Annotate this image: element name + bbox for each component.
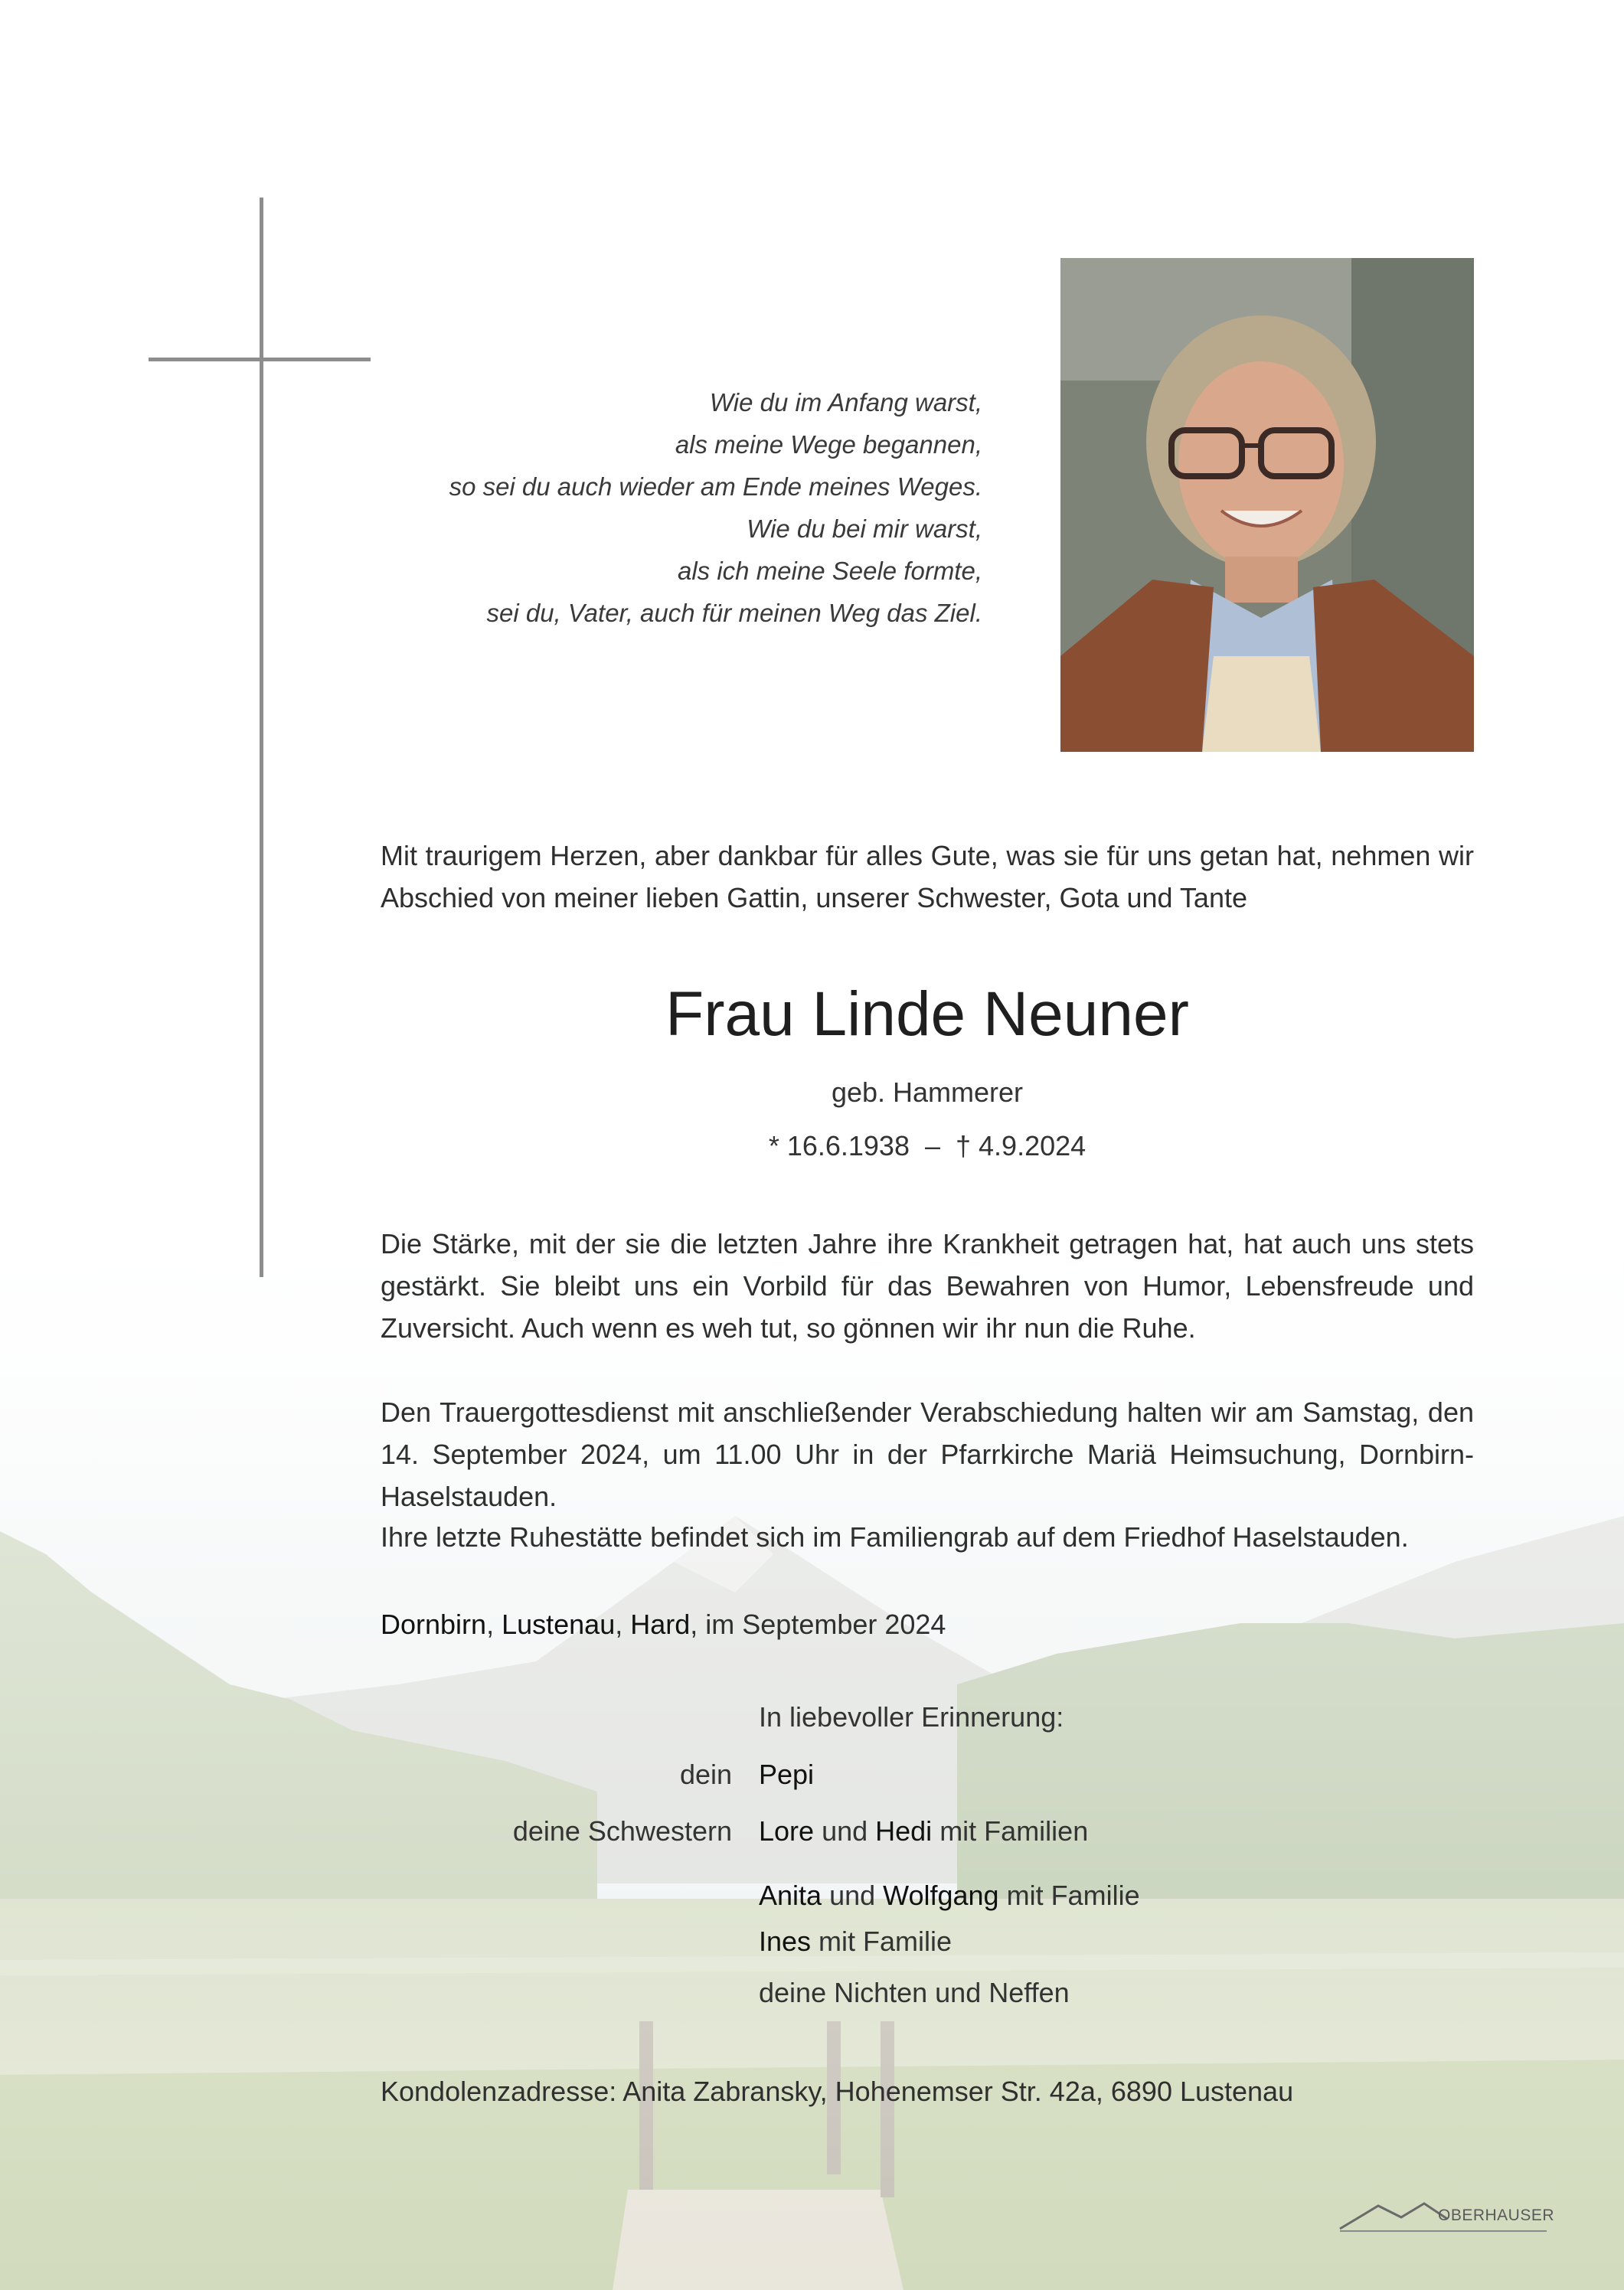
verse xyxy=(293,381,982,634)
separator: , xyxy=(486,1609,502,1640)
condolence-address: Kondolenzadresse: Anita Zabransky, Hohenemser Str. 42a, 6890 Lustenau xyxy=(381,2076,1294,2107)
mourner-name: Ines xyxy=(759,1926,812,1957)
mourner-row-anita xyxy=(759,1877,1448,1915)
mourner-name: Hedi xyxy=(875,1815,933,1847)
relation-label-husband: dein xyxy=(679,1759,732,1790)
intro-line-1: Mit traurigem Herzen, aber dankbar für alles Gute, was sie für uns getan hat, nehmen wir xyxy=(381,840,1474,871)
mourner-name: Anita xyxy=(759,1880,822,1911)
suffix: mit Familien xyxy=(932,1815,1089,1847)
verse-line: Wie du im Anfang warst, xyxy=(709,388,982,417)
life-dates: * 16.6.1938 – † 4.9.2024 xyxy=(768,1130,1086,1161)
place-date xyxy=(381,1603,1474,1645)
suffix: mit Familie xyxy=(998,1880,1140,1911)
town-dornbirn: Dornbirn xyxy=(381,1609,487,1640)
town-lustenau: Lustenau xyxy=(502,1609,616,1640)
town-hard: Hard xyxy=(630,1609,691,1640)
verse-line: Wie du bei mir warst, xyxy=(747,515,982,543)
paragraph-service: Den Trauergottesdienst mit anschließender Verabschiedung halten wir am Samstag, den 14. September 2024, um 11.00 Uhr in der Pfarrkirche Mariä Heimsuchung, Dornbirn-Haselstauden. xyxy=(381,1397,1474,1512)
birth-name: geb. Hammerer xyxy=(831,1076,1024,1108)
mourner-row-ines xyxy=(759,1922,1448,1961)
deceased-name: Frau Linde Neuner xyxy=(665,979,1189,1049)
verse-line: so sei du auch wieder am Ende meines Weges. xyxy=(449,472,982,501)
logo-text: OBERHAUSER xyxy=(1438,2207,1555,2224)
date-text: , im September 2024 xyxy=(690,1609,946,1640)
cross-horizontal-bar xyxy=(149,358,371,361)
verse-line: als ich meine Seele formte, xyxy=(677,557,982,585)
verse-line: als meine Wege begannen, xyxy=(675,430,982,459)
relation-label-sisters: deine Schwestern xyxy=(512,1815,732,1847)
mourner-husband xyxy=(759,1756,1448,1794)
portrait-photo xyxy=(1060,258,1474,752)
landscape-background xyxy=(0,1194,1624,2290)
connector: und xyxy=(814,1815,876,1847)
verse-line: sei du, Vater, auch für meinen Weg das Ziel. xyxy=(486,599,982,627)
mourners-heading: In liebevoller Erinnerung: xyxy=(759,1701,1064,1733)
intro-text xyxy=(381,835,1474,919)
intro-line-2: Abschied von meiner lieben Gattin, unserer Schwester, Gota und Tante xyxy=(381,882,1247,913)
paragraph-strength: Die Stärke, mit der sie die letzten Jahre ihre Krankheit getragen hat, hat auch uns stets gestärkt. Sie bleibt uns ein Vorbild für das Bewahren von Humor, Lebensfreude und Zuversicht. Auch wenn es weh tut, so gönnen wir ihr nun die Ruhe. xyxy=(381,1228,1474,1344)
mourner-row-nieces: deine Nichten und Neffen xyxy=(759,1977,1070,2008)
mourner-name: Wolfgang xyxy=(883,1880,999,1911)
mourner-name: Pepi xyxy=(759,1759,815,1790)
mourner-name: Lore xyxy=(759,1815,815,1847)
mourner-sisters xyxy=(759,1812,1448,1851)
connector: und xyxy=(822,1880,884,1911)
paragraph-resting-place: Ihre letzte Ruhestätte befindet sich im Familiengrab auf dem Friedhof Haselstauden. xyxy=(381,1521,1409,1553)
separator: , xyxy=(615,1609,631,1640)
suffix: mit Familie xyxy=(811,1926,953,1957)
